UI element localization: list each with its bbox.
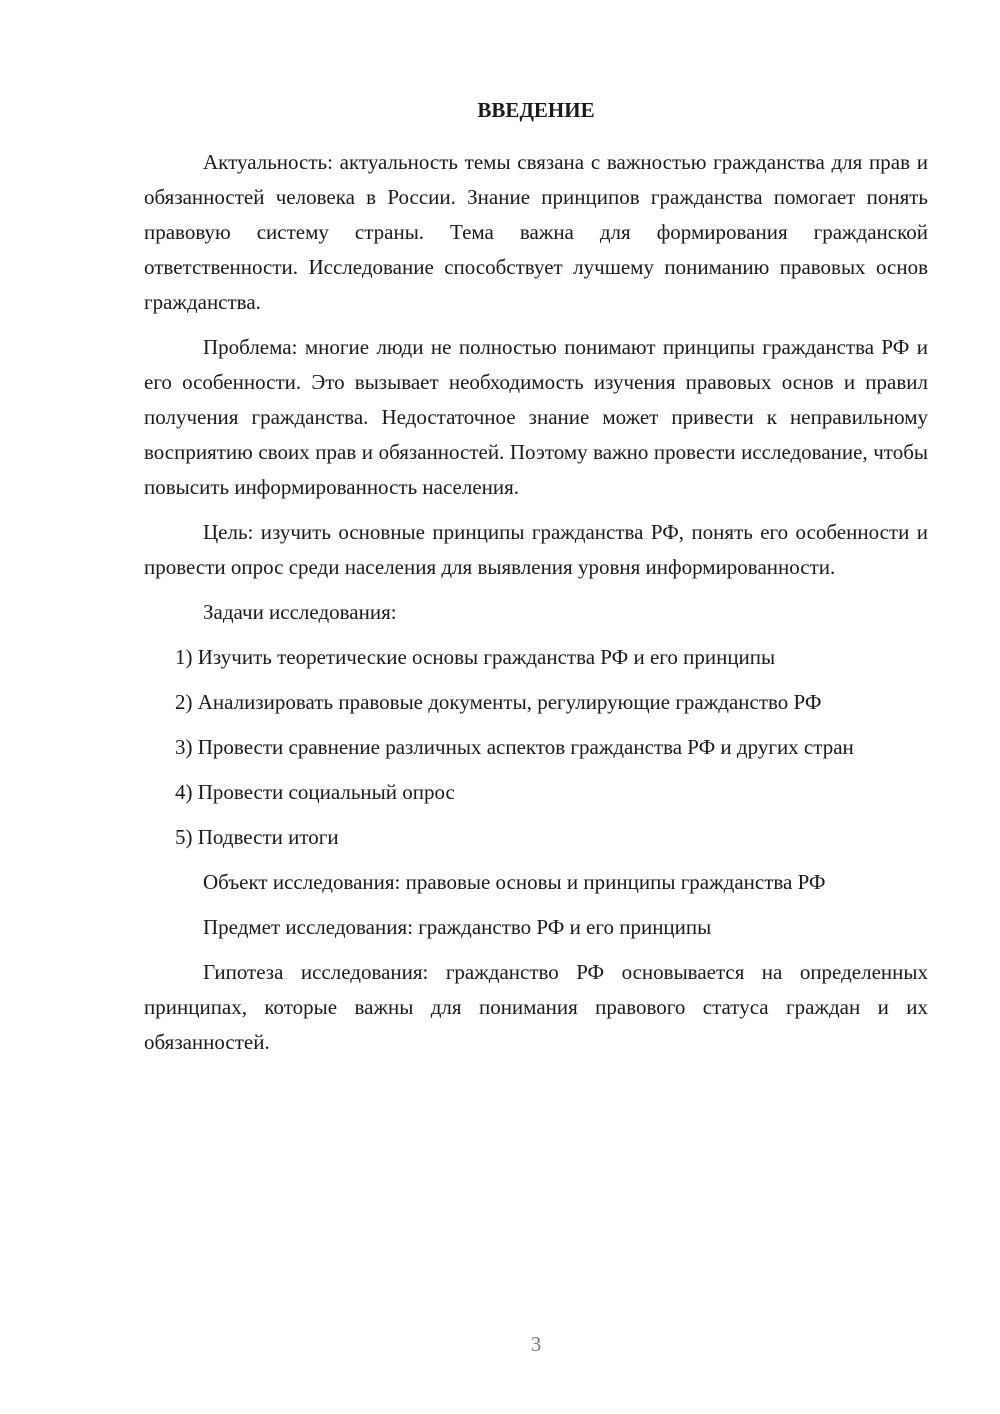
page-number: 3 bbox=[530, 1332, 542, 1356]
document-page bbox=[144, 95, 928, 1070]
subject-paragraph: Предмет исследования: гражданство РФ и его принципы bbox=[203, 915, 712, 939]
task-item-5: 5) Подвести итоги bbox=[175, 825, 339, 849]
tasks-list bbox=[144, 640, 928, 855]
tasks-heading: Задачи исследования: bbox=[203, 600, 397, 624]
goal-paragraph: Цель: изучить основные принципы гражданства РФ, понять его особенности и провести опрос среди населения для выявления уровня информированности. bbox=[144, 520, 928, 579]
object-paragraph: Объект исследования: правовые основы и принципы гражданства РФ bbox=[203, 870, 826, 894]
problem-paragraph: Проблема: многие люди не полностью понимают принципы гражданства РФ и его особенности. Это вызывает необходимость изучения правовых основ и правил получения гражданства. Недостаточное знание может привести к неправильному восприятию своих прав и обязанностей. Поэтому важно провести исследование, чтобы повысить информированность населения. bbox=[144, 335, 928, 499]
hypothesis-paragraph: Гипотеза исследования: гражданство РФ основывается на определенных принципах, которые важны для понимания правового статуса граждан и их обязанностей. bbox=[144, 960, 928, 1054]
task-item-3: 3) Провести сравнение различных аспектов гражданства РФ и других стран bbox=[175, 735, 854, 759]
task-item-4: 4) Провести социальный опрос bbox=[175, 780, 455, 804]
task-item-2: 2) Анализировать правовые документы, регулирующие гражданство РФ bbox=[175, 690, 822, 714]
page-title: ВВЕДЕНИЕ bbox=[477, 98, 595, 122]
task-item-1: 1) Изучить теоретические основы гражданства РФ и его принципы bbox=[175, 645, 776, 669]
relevance-paragraph: Актуальность: актуальность темы связана с важностью гражданства для прав и обязанностей человека в России. Знание принципов гражданства помогает понять правовую систему страны. Тема важна для формирования гражданской ответственности. Исследование способствует лучшему пониманию правовых основ гражданства. bbox=[144, 150, 928, 314]
